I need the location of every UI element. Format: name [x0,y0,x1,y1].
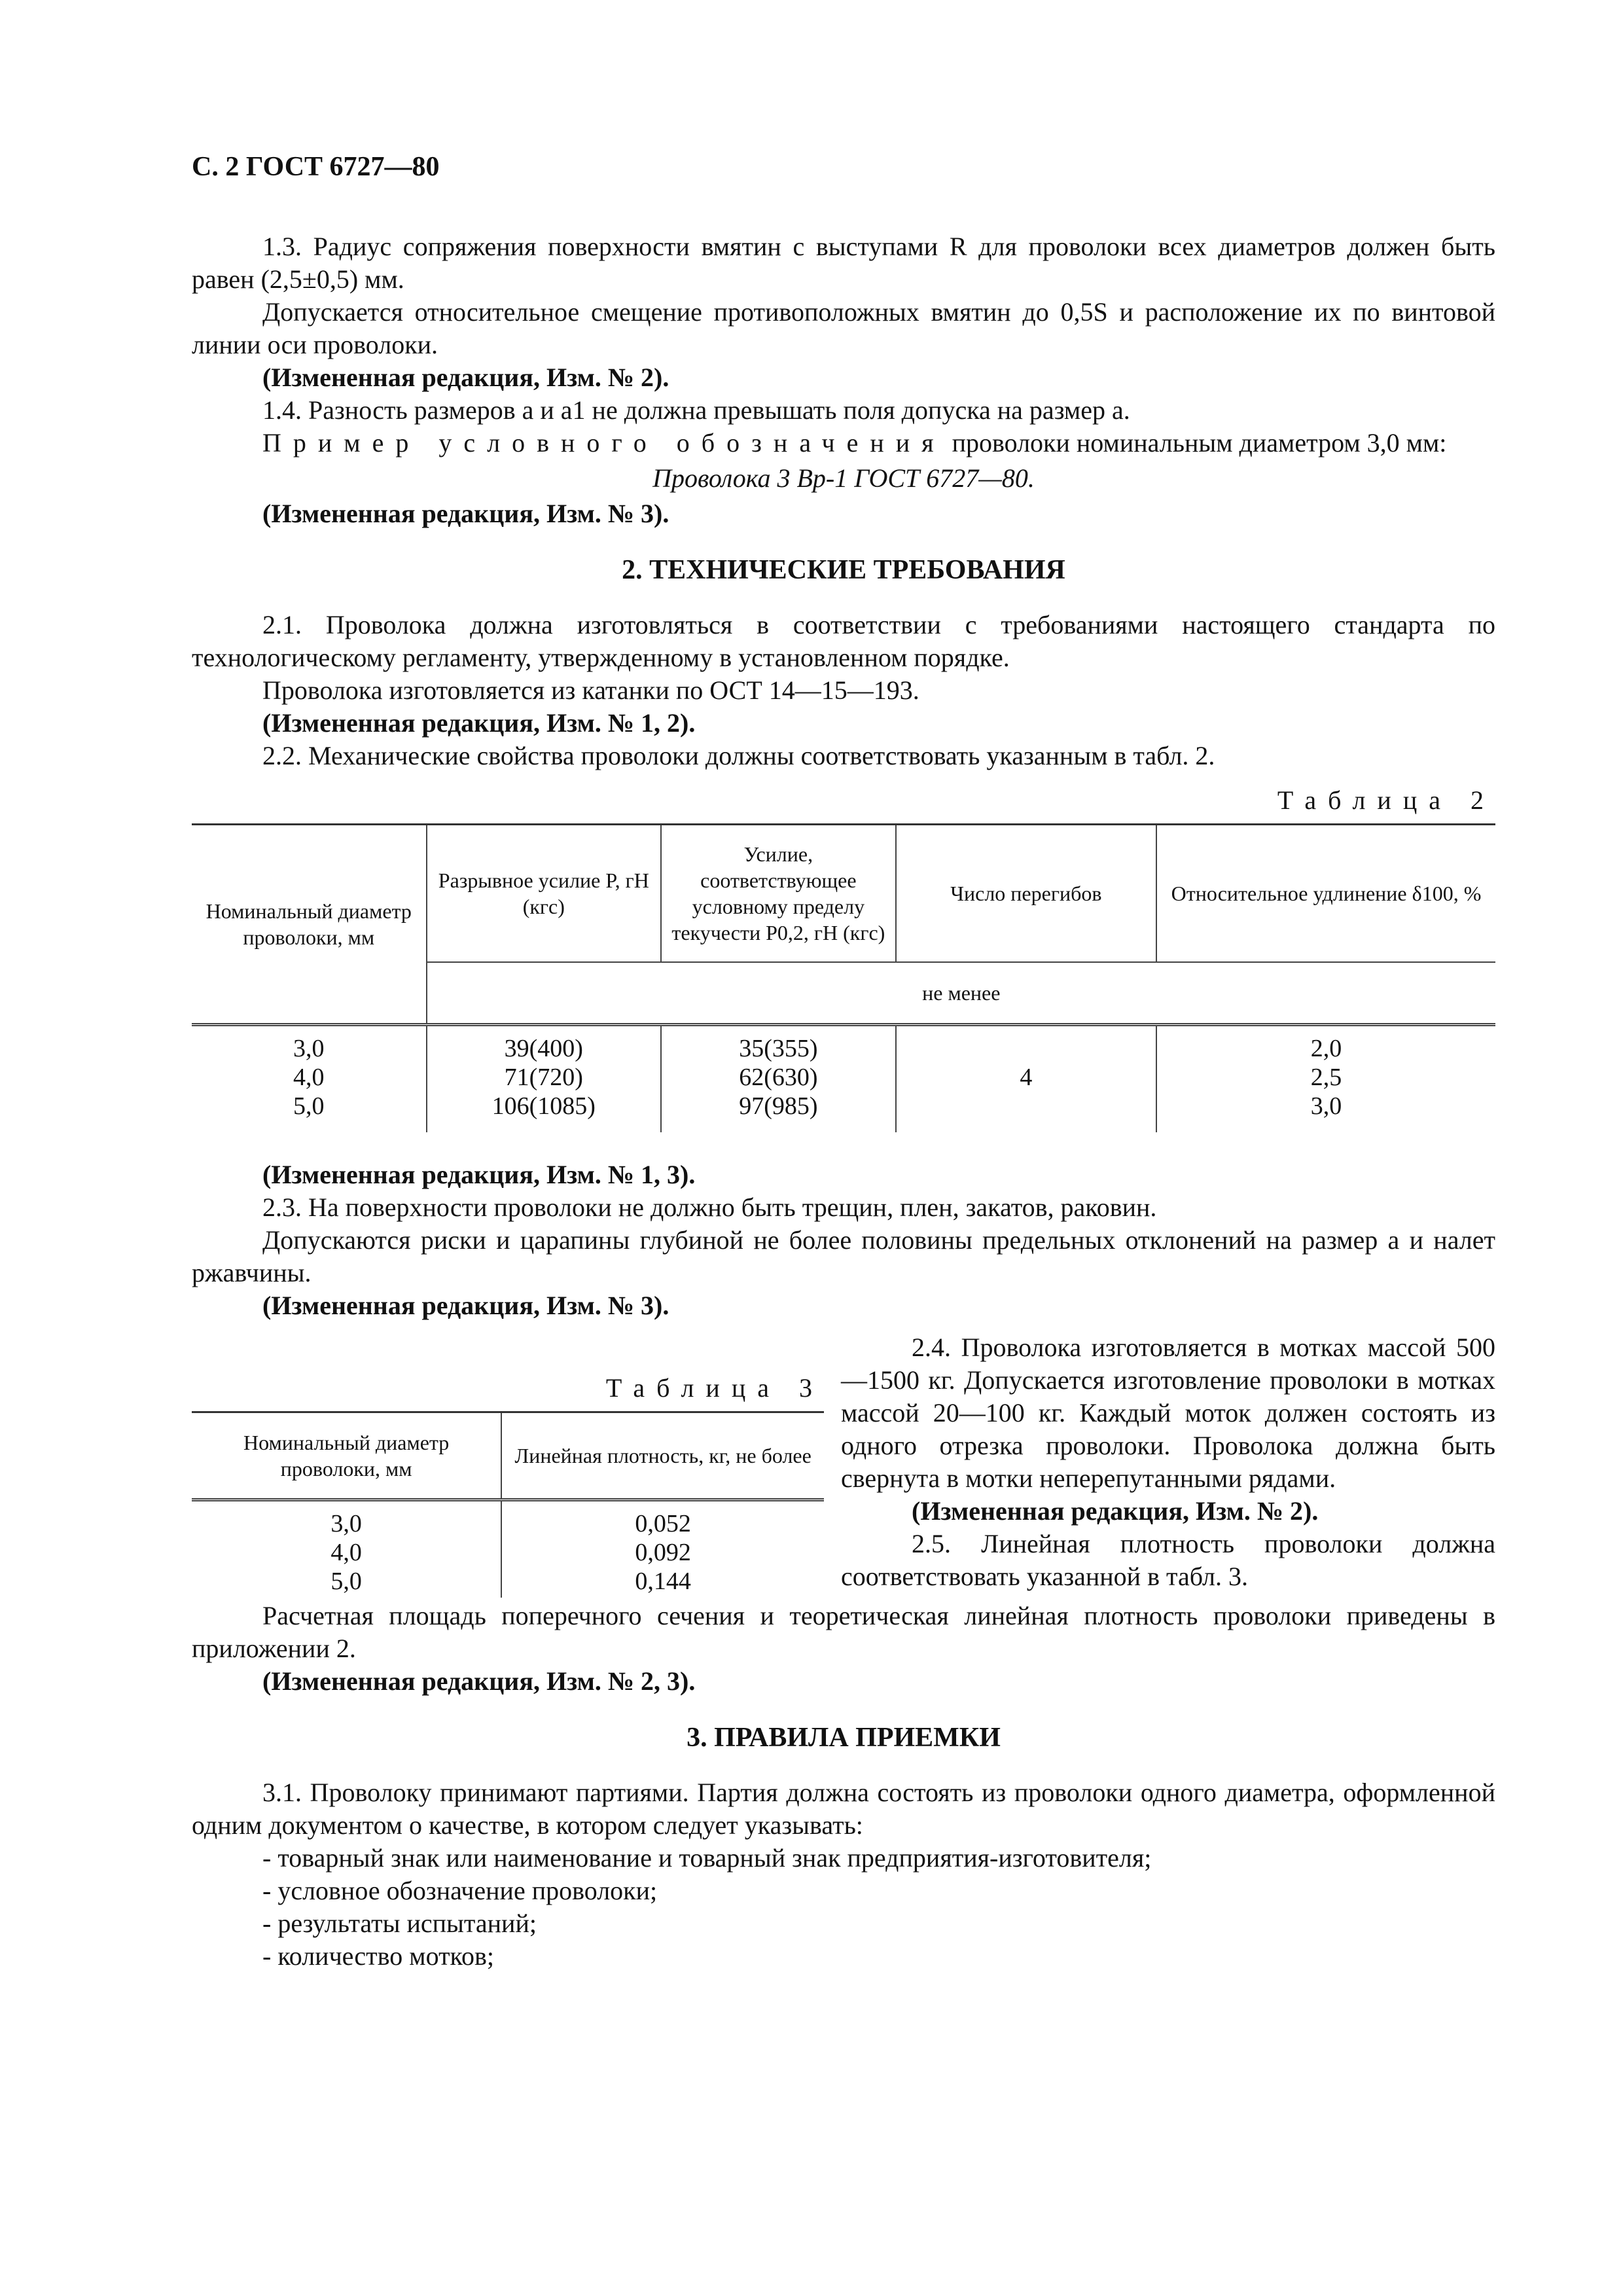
amendment-note: (Измененная редакция, Изм. № 2, 3). [262,1666,696,1696]
example-paragraph [192,427,1495,459]
table-2-header-diameter: Номинальный диаметр проволоки, мм [192,825,427,1025]
amendment-note: (Измененная редакция, Изм. № 2). [912,1496,1319,1526]
list-item: - результаты испытаний; [262,1908,537,1938]
table-cell: 97(985) [739,1092,818,1120]
table-3-title: Таблица 3 [605,1372,824,1403]
paragraph-3-1: 3.1. Проволоку принимают партиями. Партия должна состоять из проволоки одного диаметра, оформленной одним документом о качестве, в котором следует указывать: [192,1777,1495,1840]
table-2-col-breaking [427,1025,662,1132]
table-2-col-bends [896,1025,1156,1132]
table-cell: 5,0 [330,1567,362,1595]
table-3-block [192,1331,824,1598]
table-2-col-diameter [192,1025,427,1132]
example-label: Пример условного обозначения [262,428,946,457]
paragraph-2-3-scratches: Допускаются риски и царапины глубиной не более половины предельных отклонений на размер a и налет ржавчины. [192,1225,1495,1287]
page-header: С. 2 ГОСТ 6727—80 [192,152,440,182]
table-2-header-elongation: Относительное удлинение δ100, % [1156,825,1495,962]
table-cell: 35(355) [739,1035,818,1062]
table-cell: 3,0 [293,1035,325,1062]
table-2 [192,823,1495,1132]
table-3-header-density: Линейная плотность, кг, не более [501,1412,824,1499]
table-cell: 0,144 [635,1567,691,1595]
section-3-title: 3. ПРАВИЛА ПРИЕМКИ [687,1722,1001,1753]
table-3-header-diameter: Номинальный диаметр проволоки, мм [192,1412,501,1499]
table-cell: 4,0 [293,1064,325,1091]
table-cell: 39(400) [504,1035,583,1062]
paragraph-2-2: 2.2. Механические свойства проволоки должны соответствовать указанным в табл. 2. [262,741,1215,770]
example-designation: Проволока 3 Вр-1 ГОСТ 6727—80. [652,463,1035,493]
table-cell: 2,0 [1310,1035,1342,1062]
table-3-col-density [501,1499,824,1598]
table-3-col-diameter [192,1499,501,1598]
table-2-header-bends: Число перегибов [896,825,1156,962]
list-item: - количество мотков; [262,1941,494,1971]
paragraph-1-3-offset: Допускается относительное смещение противоположных вмятин до 0,5S и расположение их по винтовой линии оси проволоки. [192,297,1495,359]
table-2-col-yield [661,1025,896,1132]
table-cell: 5,0 [293,1092,325,1120]
paragraph-2-3: 2.3. На поверхности проволоки не должно быть трещин, плен, закатов, раковин. [262,1192,1157,1222]
amendment-note: (Измененная редакция, Изм. № 1, 2). [262,708,696,738]
table-cell: 2,5 [1310,1064,1342,1091]
table-2-subheader: не менее [427,962,1495,1025]
paragraph-2-4: 2.4. Проволока изготовляется в мотках массой 500—1500 кг. Допускается изготовление проволоки в мотках массой 20—100 кг. Каждый моток должен состоять из одного отрезка проволоки. Проволока должна быть свернута в мотки неперепутанными рядами. [841,1332,1495,1493]
table-cell: 0,092 [635,1538,691,1566]
paragraph-2-5-area: Расчетная площадь поперечного сечения и теоретическая линейная плотность проволоки приведены в приложении 2. [192,1600,1495,1663]
table-2-col-elongation [1156,1025,1495,1132]
table-cell: 71(720) [504,1064,583,1091]
table-cell: 0,052 [635,1509,691,1537]
table-cell: 3,0 [330,1509,362,1537]
example-rest: проволоки номинальным диаметром 3,0 мм: [945,428,1447,457]
amendment-note: (Измененная редакция, Изм. № 2). [262,363,669,392]
paragraph-1-3: 1.3. Радиус сопряжения поверхности вмятин с выступами R для проволоки всех диаметров должен быть равен (2,5±0,5) мм. [192,232,1495,294]
list-item: - товарный знак или наименование и товарный знак предприятия-изготовителя; [262,1842,1152,1873]
amendment-note: (Измененная редакция, Изм. № 1, 3). [262,1159,696,1189]
table-cell: 62(630) [739,1064,818,1091]
table-cell: 3,0 [1310,1092,1342,1120]
table-3 [192,1411,824,1598]
two-column-block [192,1331,1495,1600]
table-cell: 4 [1020,1064,1033,1091]
table-2-title: Таблица 2 [1277,785,1495,815]
paragraph-2-4-block [841,1331,1495,1593]
paragraph-1-4: 1.4. Разность размеров a и a1 не должна превышать поля допуска на размер a. [262,395,1130,425]
amendment-note: (Измененная редакция, Изм. № 3). [262,1290,669,1320]
paragraph-2-1-material: Проволока изготовляется из катанки по ОСТ 14—15—193. [262,675,919,705]
section-2-title: 2. ТЕХНИЧЕСКИЕ ТРЕБОВАНИЯ [622,555,1065,585]
table-2-header-breaking: Разрывное усилие P, гН (кгс) [427,825,662,962]
table-2-header-yield: Усилие, соответствующее условному пределу текучести P0,2, гН (кгс) [661,825,896,962]
table-cell: 106(1085) [491,1092,596,1120]
table-cell: 4,0 [330,1538,362,1566]
document-page [192,151,1495,1973]
paragraph-2-1: 2.1. Проволока должна изготовляться в соответствии с требованиями настоящего стандарта по технологическому регламенту, утвержденному в установленном порядке. [192,610,1495,672]
paragraph-2-5: 2.5. Линейная плотность проволоки должна соответствовать указанной в табл. 3. [841,1528,1495,1591]
amendment-note: (Измененная редакция, Изм. № 3). [262,499,669,528]
list-item: - условное обозначение проволоки; [262,1875,658,1905]
